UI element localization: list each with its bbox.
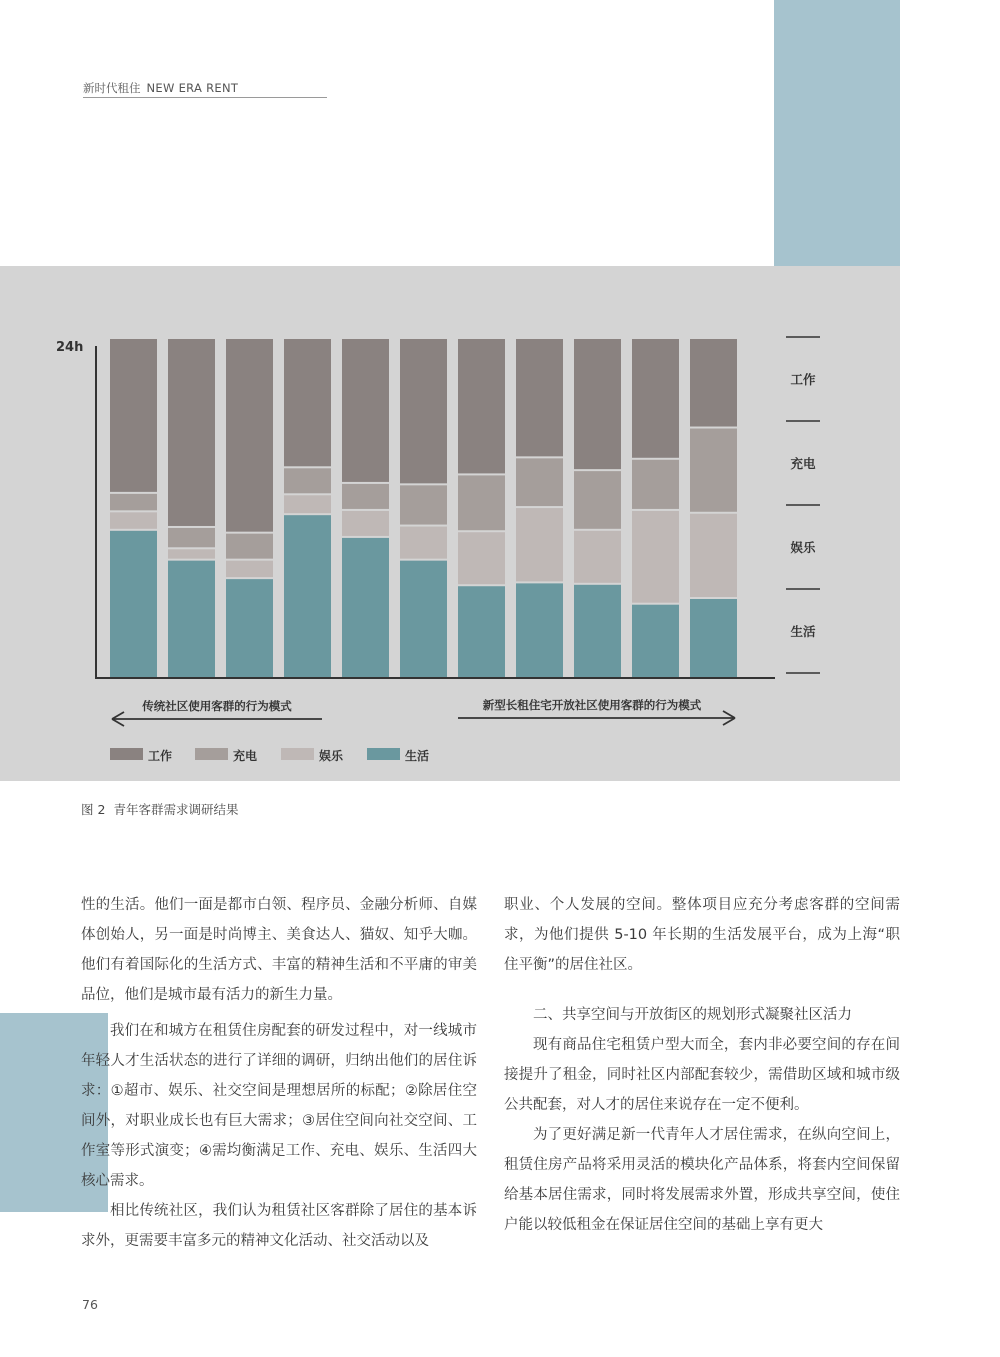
figure-panel xyxy=(0,266,900,781)
bar-segment xyxy=(342,339,389,482)
right-arrow-label: 新型长租住宅开放社区使用客群的行为模式 xyxy=(482,698,702,712)
bar-segment xyxy=(458,586,505,678)
side-label: 充电 xyxy=(790,456,816,471)
bar-segment xyxy=(284,468,331,493)
bar-segment xyxy=(516,339,563,456)
figure-caption xyxy=(81,800,238,818)
paragraph: 为了更好满足新一代青年人才居住需求，在纵向空间上，租赁住房产品将采用灵活的模块化产品体系，将套内空间保留给基本居住需求，同时将发展需求外置，形成共享空间，使住户能以较低租金在保证居住空间的基础上享有更大 xyxy=(504,1127,900,1233)
bar-segment xyxy=(690,429,737,512)
bar-segment xyxy=(458,339,505,473)
bar-segment xyxy=(110,531,157,678)
bar-segment xyxy=(400,561,447,678)
body-column-right xyxy=(504,890,900,1240)
bar-segment xyxy=(516,508,563,581)
legend-swatch xyxy=(281,748,314,760)
bar-segment xyxy=(574,471,621,529)
bars-group xyxy=(110,339,737,678)
y-axis-label: 24h xyxy=(56,340,84,355)
bar-segment xyxy=(632,460,679,509)
side-labels-group xyxy=(786,337,820,673)
bar-segment xyxy=(632,605,679,678)
section-heading: 二、共享空间与开放街区的规划形式凝聚社区活力 xyxy=(533,1007,852,1023)
paragraph: 相比传统社区，我们认为租赁社区客群除了居住的基本诉求外，更需要丰富多元的精神文化活动、社交活动以及 xyxy=(81,1203,477,1249)
bar-segment xyxy=(226,579,273,678)
bar-segment xyxy=(574,585,621,678)
page-number: 76 xyxy=(82,1297,98,1312)
legend-label: 生活 xyxy=(405,749,430,763)
legend-swatch xyxy=(110,748,143,760)
bar-segment xyxy=(284,515,331,678)
legend-swatch xyxy=(195,748,228,760)
legend-group xyxy=(110,748,429,763)
bar-segment xyxy=(690,339,737,427)
bar-segment xyxy=(342,511,389,536)
paragraph: 现有商品住宅租赁户型大而全，套内非必要空间的存在间接提升了租金，同时社区内部配套较少，需借助区域和城市级公共配套，对人才的居住来说存在一定不便利。 xyxy=(504,1037,900,1113)
bar-segment xyxy=(400,485,447,524)
paragraph: 我们在和城方在租赁住房配套的研发过程中，对一线城市年轻人才生活状态的进行了详细的调研，归纳出他们的居住诉求：①超市、娱乐、社交空间是理想居所的标配；②除居住空间外，对职业成长也有巨大需求；③居住空间向社交空间、工作室等形式演变；④需均衡满足工作、充电、娱乐、生活四大核心需求。 xyxy=(81,1023,477,1189)
paragraph: 性的生活。他们一面是都市白领、程序员、金融分析师、自媒体创始人，另一面是时尚博主、美食达人、猫奴、知乎大咖。他们有着国际化的生活方式、丰富的精神生活和不平庸的审美品位，他们是城市最有活力的新生力量。 xyxy=(81,897,477,1003)
header-title-zh: 新时代租住 xyxy=(83,81,141,95)
header-title-en: NEW ERA RENT xyxy=(146,81,239,95)
bar-segment xyxy=(168,339,215,526)
side-label: 娱乐 xyxy=(790,540,816,555)
bar-segment xyxy=(284,339,331,466)
bar-segment xyxy=(226,534,273,559)
bar-segment xyxy=(516,583,563,678)
legend-label: 娱乐 xyxy=(319,749,344,763)
bar-segment xyxy=(400,527,447,559)
bar-segment xyxy=(574,531,621,583)
bar-segment xyxy=(226,561,273,577)
bar-segment xyxy=(690,514,737,597)
bar-segment xyxy=(110,494,157,510)
bar-segment xyxy=(110,339,157,492)
bar-segment xyxy=(342,538,389,678)
arrows-group xyxy=(112,698,735,726)
bar-segment xyxy=(458,532,505,584)
bar-segment xyxy=(458,475,505,530)
bar-segment xyxy=(110,512,157,528)
bar-segment xyxy=(574,339,621,469)
legend-label: 工作 xyxy=(148,749,173,763)
bar-segment xyxy=(168,549,215,558)
bar-segment xyxy=(284,495,331,513)
bar-segment xyxy=(516,458,563,506)
paragraph: 职业、个人发展的空间。整体项目应充分考虑客群的空间需求，为他们提供 5-10 年长期的生活发展平台，成为上海“职住平衡”的居住社区。 xyxy=(504,897,900,973)
bar-segment xyxy=(168,561,215,678)
stacked-bar-chart xyxy=(0,266,900,781)
side-label: 生活 xyxy=(790,624,816,639)
bar-segment xyxy=(632,339,679,458)
bar-segment xyxy=(226,339,273,532)
bar-segment xyxy=(400,339,447,483)
left-arrow-label: 传统社区使用客群的行为模式 xyxy=(142,699,292,713)
figure-caption-text: 青年客群需求调研结果 xyxy=(113,802,239,817)
running-header xyxy=(83,80,327,98)
legend-swatch xyxy=(367,748,400,760)
legend-label: 充电 xyxy=(233,749,258,763)
bar-segment xyxy=(632,511,679,603)
top-accent-block xyxy=(774,0,900,266)
bar-segment xyxy=(168,528,215,547)
figure-number: 图 2 xyxy=(81,802,106,817)
bar-segment xyxy=(342,484,389,509)
bar-segment xyxy=(690,599,737,678)
side-label: 工作 xyxy=(790,372,816,387)
body-column-left xyxy=(81,890,477,1256)
